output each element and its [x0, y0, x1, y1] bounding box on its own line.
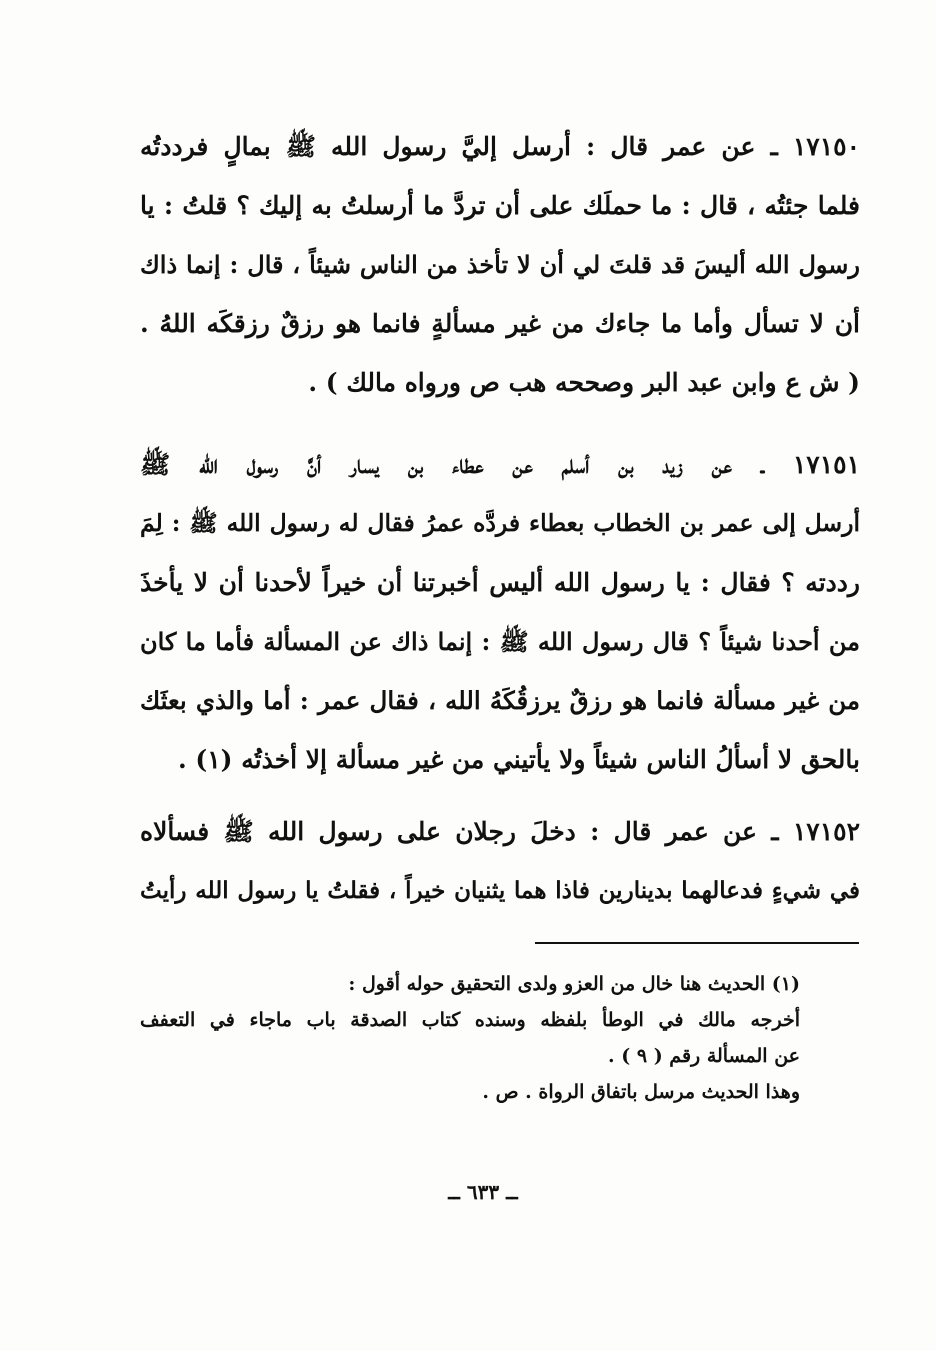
text-line: أرسل إلى عمر بن الخطاب بعطاء فردَّه عمرُ فقال له رسول الله ﷺ : لِمَ [140, 509, 860, 537]
text-line: في شيءٍ فدعالهما بدينارين فاذا هما يثنيان خيراً ، فقلتُ يا رسول الله رأيتُ [140, 877, 860, 904]
hadith-17150 [140, 117, 860, 412]
hadith-17152 [140, 802, 860, 920]
footnote-line: عن المسألة رقم ( ٩ ) . [608, 1045, 800, 1067]
text-line: فلما جئتُه ، قال : ما حملَك على أن تردَّ ما أرسلتُ به إليك ؟ قلتُ : يا [140, 191, 860, 220]
text-line: من أحدنا شيئاً ؟ قال رسول الله ﷺ : إنما ذاك عن المسألة فأما ما كان [140, 627, 860, 656]
footnote-line: (١) الحديث هنا خال من العزو ولدى التحقيق حوله أقول : [348, 973, 800, 995]
text-line: رددته ؟ فقال : يا رسول الله أليس أخبرتنا أن خيراً لأحدنا أن لا يأخذَ [140, 568, 860, 597]
text-line: أن لا تسأل وأما ما جاءك من غير مسألةٍ فانما هو رزقٌ رزقكَه اللهُ . [140, 309, 860, 338]
footnote-line: وهذا الحديث مرسل باتفاق الرواة . ص . [482, 1081, 800, 1103]
page-number: ــ ٦٣٣ ــ [448, 1180, 518, 1204]
text-line: ( ش ع وابن عبد البر وصححه هب ص ورواه مالك ) . [308, 368, 860, 397]
footnote-separator [535, 942, 859, 944]
footnote-line: أخرجه مالك في الوطأ بلفظه وسنده كتاب الصدقة باب ماجاء في التعفف [140, 1009, 800, 1031]
text-line: ١٧١٥١ ـ عن زيد بن أسلم عن عطاء بن يسار أنَّ رسول الله ﷺ [140, 450, 860, 479]
text-line: رسول الله أليسَ قد قلتَ لي أن لا تأخذ من الناس شيئاً ، قال : إنما ذاك [140, 250, 860, 279]
footnote [140, 966, 800, 1110]
text-line: ١٧١٥٢ ـ عن عمر قال : دخلَ رجلان على رسول الله ﷺ فسألاه [140, 817, 860, 846]
text-line: بالحق لا أسألُ الناس شيئاً ولا يأتيني من غير مسألة إلا أخذتُه (١) . [177, 745, 860, 774]
text-line: من غير مسألة فانما هو رزقٌ يرزقُكَهُ الله ، فقال عمر : أما والذي بعثَك [140, 686, 860, 715]
hadith-17151 [140, 435, 860, 789]
text-line: ١٧١٥٠ ـ عن عمر قال : أرسل إليَّ رسول الله ﷺ بمالٍ فرددتُه [140, 132, 860, 161]
